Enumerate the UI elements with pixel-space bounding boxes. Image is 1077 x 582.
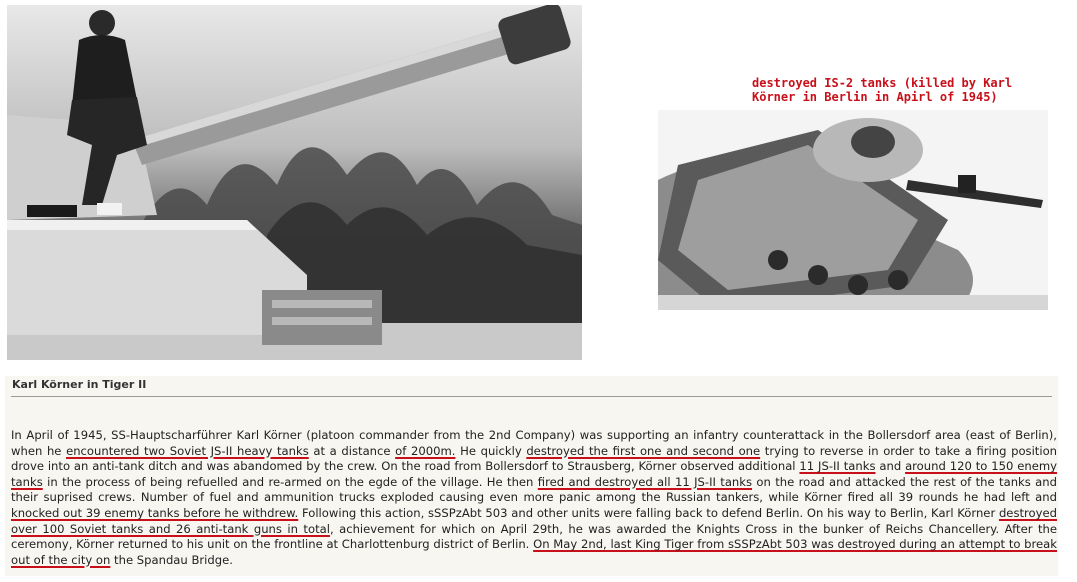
body-phrase: and (875, 459, 906, 474)
photo-destroyed-is2 (658, 110, 1048, 310)
panel-title: Karl Körner in Tiger II (12, 378, 147, 391)
body-phrase: , achievement for which on April 29th, he was awarded the Knights Cross in the bunker of Reichs Chancellery. After the ceremony, Körner returned to his unit on the frontline at Charlottenburg district of Berlin. (11, 521, 1057, 552)
article-body (11, 428, 1057, 568)
highlighted-phrase: destroyed over 100 Soviet tanks and 26 anti-tank guns in total (11, 505, 1057, 536)
panel-divider (11, 396, 1052, 397)
body-phrase: on the road and attacked the rest of the tanks and their suprised crews. Number of fuel and ammunition trucks exploded causing even more panic among the Russian tankers, while Körner fired all 39 rounds he had left and (11, 474, 1057, 505)
body-phrase: in the process of being refuelled and re-armed on the egde of the village. He then (42, 474, 538, 489)
body-phrase: He quickly (455, 443, 527, 458)
highlighted-phrase: fired and destroyed all 11 JS-II tanks (537, 474, 753, 489)
highlighted-phrase: encountered two Soviet JS-II heavy tanks (66, 443, 309, 458)
caption-line-2: Körner in Berlin in Apirl of 1945) (752, 90, 998, 104)
body-phrase: In April of 1945, SS-Hauptscharführer Karl Körner (platoon commander from the 2nd Company) was supporting an infantry counterattack in the Bollersdorf area (east of Berlin), when he (11, 428, 1057, 458)
body-phrase: at a distance (308, 443, 396, 458)
body-phrase: Following this action, sSSPzAbt 503 and other units were falling back to defend Berlin. On his way to Berlin, Karl Körner (298, 505, 999, 520)
highlighted-phrase: of 2000m. (395, 443, 456, 458)
highlighted-phrase: On May 2nd, last King Tiger from sSSPzAbt 503 was destroyed during an attempt to break out of the city on (11, 537, 1057, 567)
highlighted-phrase: 11 JS-II tanks (799, 459, 876, 474)
highlighted-phrase: destroyed the first one and second one (526, 443, 761, 458)
body-phrase: the Spandau Bridge. (110, 552, 233, 567)
caption-destroyed-tanks (752, 76, 1042, 104)
highlighted-phrase: knocked out 39 enemy tanks before he withdrew. (11, 505, 299, 520)
article-panel (5, 376, 1058, 576)
photo-tiger-ii (7, 5, 582, 360)
caption-line-1: destroyed IS-2 tanks (killed by Karl (752, 76, 1013, 90)
photo-destroyed-is2-graphic (658, 110, 1048, 310)
body-phrase: trying to reverse in order to take a firing position drove into an anti-tank ditch and was abandomed by the crew. On the road from Bollersdorf to Strausberg, Körner observed additional (11, 443, 1058, 474)
photo-tiger-ii-graphic (7, 5, 582, 360)
highlighted-phrase: around 120 to 150 enemy tanks (11, 459, 1058, 489)
